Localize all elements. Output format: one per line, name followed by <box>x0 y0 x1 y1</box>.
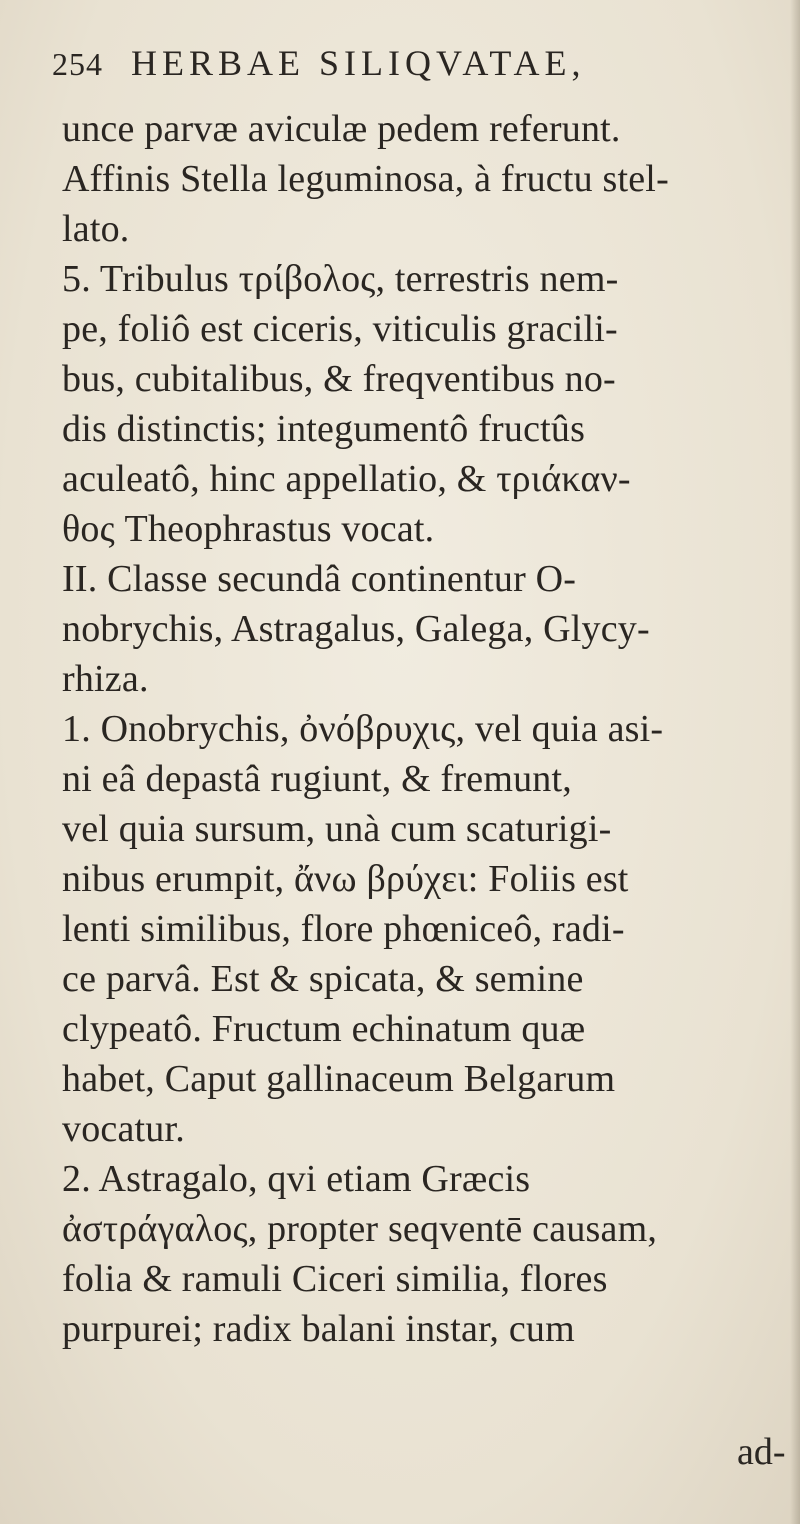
text-line: nibus erumpit, ἄνω βρύχει: Foliis est <box>62 858 629 900</box>
text-line: 1. Onobrychis, ὀνόβρυχις, vel quia asi- <box>62 708 664 750</box>
text-line: folia & ramuli Ciceri similia, flores <box>62 1258 608 1300</box>
text-line: II. Classe secundâ continentur O- <box>62 558 577 600</box>
body-text <box>62 104 792 1354</box>
text-line: ce parvâ. Est & spicata, & semine <box>62 958 584 1000</box>
text-line: unce parvæ aviculæ pedem referunt. <box>62 108 621 150</box>
text-line: Affinis Stella leguminosa, à fructu stel- <box>62 158 669 200</box>
text-line: bus, cubitalibus, & freqventibus no- <box>62 358 616 400</box>
page-number: 254 <box>52 46 103 82</box>
text-line: pe, foliô est ciceris, viticulis gracili- <box>62 308 618 350</box>
text-line: θος Theophrastus vocat. <box>62 508 435 550</box>
text-line: vocatur. <box>62 1108 185 1150</box>
text-line: lenti similibus, flore phœniceô, radi- <box>62 908 625 950</box>
text-line: vel quia sursum, unà cum scaturigi- <box>62 808 612 850</box>
page-header <box>52 42 585 84</box>
text-line: 2. Astragalo, qvi etiam Græcis <box>62 1158 531 1200</box>
catchword: ad- <box>737 1431 786 1473</box>
text-line: dis distinctis; integumentô fructûs <box>62 408 586 450</box>
text-line: lato. <box>62 208 130 250</box>
text-line: nobrychis, Astragalus, Galega, Glycy- <box>62 608 650 650</box>
running-title: HERBAE SILIQVATAE, <box>131 43 586 83</box>
text-line: clypeatô. Fructum echinatum quæ <box>62 1008 586 1050</box>
text-line: habet, Caput gallinaceum Belgarum <box>62 1058 616 1100</box>
text-line: purpurei; radix balani instar, cum <box>62 1308 575 1350</box>
text-line: 5. Tribulus τρίβολος, terrestris nem- <box>62 258 619 300</box>
text-line: aculeatô, hinc appellatio, & τριάκαν- <box>62 458 631 500</box>
text-line: ἀστράγαλος, propter seqventē causam, <box>62 1208 658 1250</box>
text-line: ni eâ depastâ rugiunt, & fremunt, <box>62 758 572 800</box>
text-line: rhiza. <box>62 658 149 700</box>
